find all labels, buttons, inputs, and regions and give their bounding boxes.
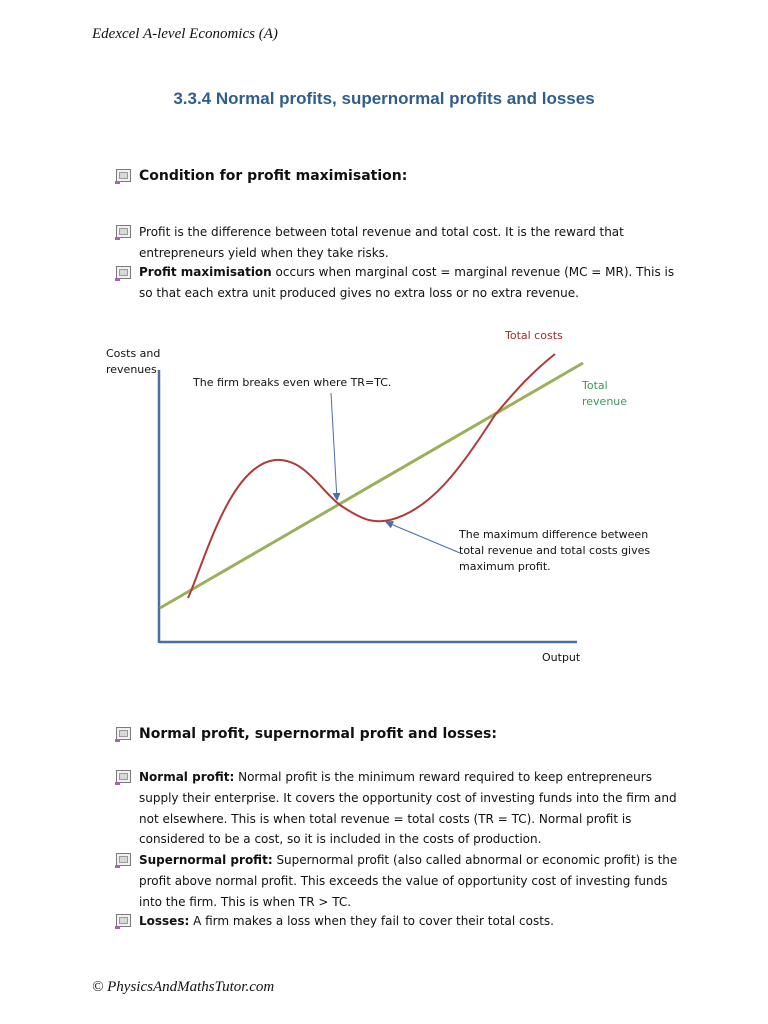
bullet-text: A firm makes a loss when they fail to cover their total costs. xyxy=(189,914,554,928)
total-costs-label: Total costs xyxy=(505,329,563,342)
bullet-bold-text: Losses: xyxy=(139,914,190,928)
bullet-losses xyxy=(139,911,684,932)
bullet-icon xyxy=(116,727,131,740)
section-heading-normal-profit: Normal profit, supernormal profit and losses: xyxy=(139,726,497,742)
bullet-bold-text: Supernormal profit: xyxy=(139,853,273,867)
bullet-normal-profit xyxy=(139,767,684,850)
max-profit-annotation: total revenue and total costs gives xyxy=(459,544,651,557)
x-axis-label: Output xyxy=(542,651,581,664)
total-revenue-label: revenue xyxy=(582,395,628,408)
bullet-text: occurs when marginal cost = marginal revenue (MC = MR). This is so that each extra unit produced gives no extra loss or no extra revenue. xyxy=(139,265,675,300)
max-profit-annotation: maximum profit. xyxy=(459,560,551,573)
document-footer: © PhysicsAndMathsTutor.com xyxy=(92,979,275,995)
bullet-icon xyxy=(116,770,131,783)
break-even-arrow xyxy=(331,393,337,500)
bullet-text: Profit is the difference between total revenue and total cost. It is the reward that entrepreneurs yield when they take risks. xyxy=(139,225,624,260)
bullet-text: Normal profit is the minimum reward required to keep entrepreneurs supply their enterprise. It covers the opportunity cost of investing funds into the firm and not elsewhere. This is when total revenue = total costs (TR = TC). Normal profit is considered to be a cost, so it is included in the costs of production. xyxy=(139,770,677,847)
y-axis-label: Costs and xyxy=(106,347,161,360)
document-header: Edexcel A-level Economics (A) xyxy=(92,26,278,42)
bullet-icon xyxy=(116,914,131,927)
bullet-bold-text: Profit maximisation xyxy=(139,265,272,279)
page-title: 3.3.4 Normal profits, supernormal profits and losses xyxy=(173,89,595,108)
break-even-annotation: The firm breaks even where TR=TC. xyxy=(193,376,392,389)
bullet-text: Supernormal profit (also called abnormal or economic profit) is the profit above normal profit. This exceeds the value of opportunity cost of investing funds into the firm. This is when TR > TC. xyxy=(139,853,678,909)
total-revenue-label: Total xyxy=(582,379,608,392)
bullet-bold-text: Normal profit: xyxy=(139,770,235,784)
max-profit-arrow xyxy=(386,522,460,553)
bullet-icon xyxy=(116,853,131,866)
y-axis-label: revenues xyxy=(106,363,157,376)
bullet-supernormal-profit xyxy=(139,850,684,912)
max-profit-annotation: The maximum difference between xyxy=(459,528,649,541)
section-heading-profit-maximisation: Condition for profit maximisation: xyxy=(139,168,408,184)
